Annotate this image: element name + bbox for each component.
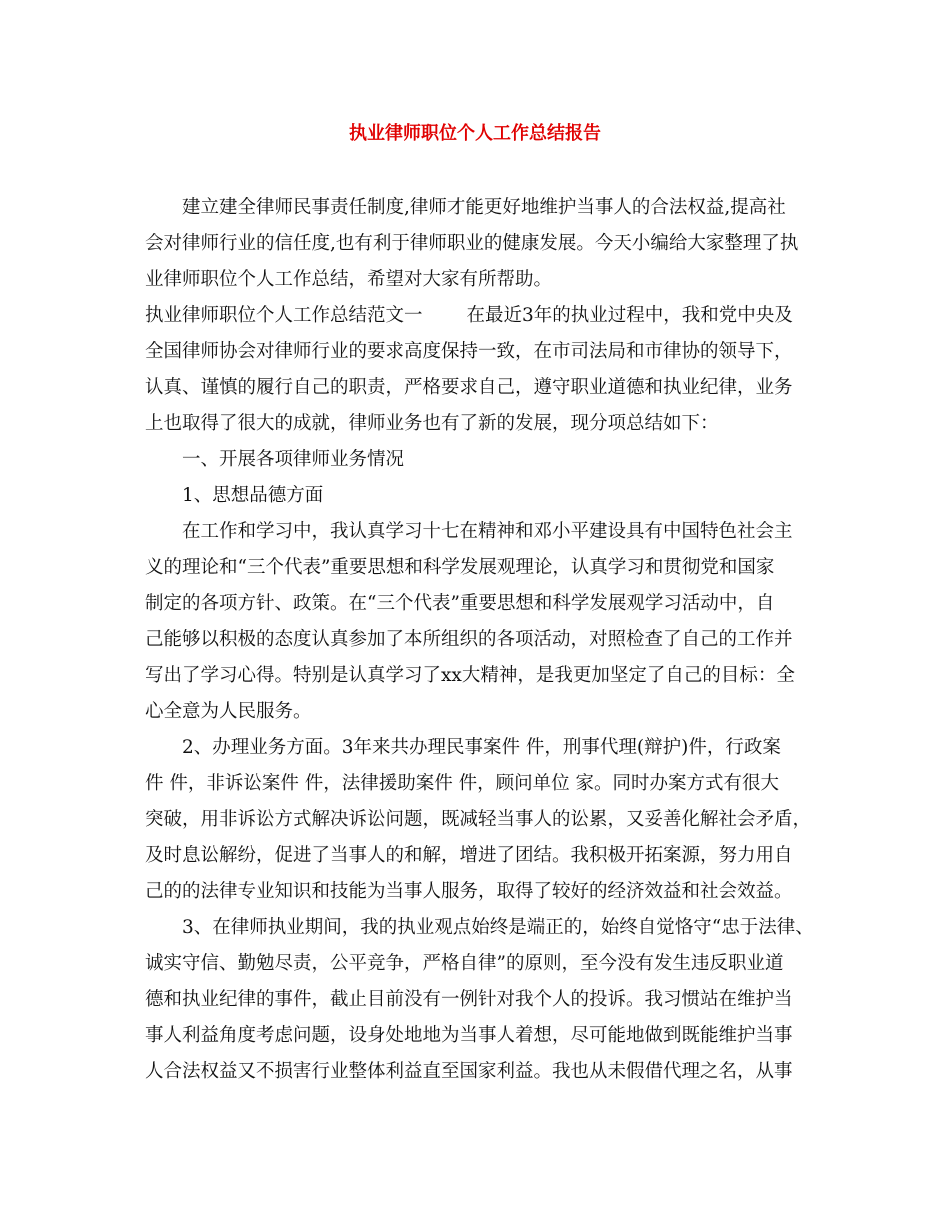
document-title: 执业律师职位个人工作总结报告 [349,123,601,144]
paragraph-line: 件 件，非诉讼案件 件，法律援助案件 件，顾问单位 家。同时办案方式有很大 [145,773,780,794]
paragraph-text: 在最近3年的执业过程中，我和党中央及 [466,305,793,326]
paragraph-line: 己的的法律专业知识和技能为当事人服务，取得了较好的经济效益和社会效益。 [145,881,793,902]
paragraph-line: 人合法权益又不损害行业整体利益直至国家利益。我也从未假借代理之名，从事 [145,1061,793,1082]
section-heading: 执业律师职位个人工作总结范文一 [145,305,423,326]
paragraph-line: 己能够以积极的态度认真参加了本所组织的各项活动，对照检查了自己的工作并 [145,629,793,650]
paragraph-line: 认真、谨慎的履行自己的职责，严格要求自己，遵守职业道德和执业纪律，业务 [145,377,793,398]
paragraph-line: 义的理论和“三个代表”重要思想和科学发展观理论，认真学习和贯彻党和国家 [145,557,775,578]
paragraph-line: 业律师职位个人工作总结，希望对大家有所帮助。 [145,269,553,290]
paragraph-line: 上也取得了很大的成就，律师业务也有了新的发展，现分项总结如下： [145,413,719,434]
paragraph-line: 制定的各项方针、政策。在“三个代表”重要思想和科学发展观学习活动中，自 [145,593,775,614]
paragraph-line: 德和执业纪律的事件，截止目前没有一例针对我个人的投诉。我习惯站在维护当 [145,989,793,1010]
subheading: 1、思想品德方面 [182,485,324,506]
paragraph-line: 全国律师协会对律师行业的要求高度保持一致，在市司法局和市律协的领导下， [145,341,793,362]
paragraph-line: 诚实守信、勤勉尽责，公平竞争，严格自律”的原则，至今没有发生违反职业道 [145,953,784,974]
paragraph-line: 2、办理业务方面。3年来共办理民事案件 件，刑事代理(辩护)件，行政案 [182,737,781,758]
paragraph-line: 3、在律师执业期间，我的执业观点始终是端正的，始终自觉恪守“忠于法律、 [182,917,814,938]
paragraph-line: 写出了学习心得。特别是认真学习了xx大精神，是我更加坚定了自己的目标：全 [145,665,795,686]
paragraph-line: 心全意为人民服务。 [145,701,312,722]
paragraph-line: 突破，用非诉讼方式解决诉讼问题，既减轻当事人的讼累，又妥善化解社会矛盾， [145,809,812,830]
paragraph-line: 事人利益角度考虑问题，设身处地地为当事人着想，尽可能地做到既能维护当事 [145,1025,793,1046]
subheading: 一、开展各项律师业务情况 [182,449,405,470]
paragraph-line: 会对律师行业的信任度,也有利于律师职业的健康发展。今天小编给大家整理了执 [145,233,799,254]
paragraph-line: 建立建全律师民事责任制度,律师才能更好地维护当事人的合法权益,提高社 [182,197,786,218]
paragraph-line: 在工作和学习中，我认真学习十七在精神和邓小平建设具有中国特色社会主 [182,521,793,542]
paragraph-line: 及时息讼解纷，促进了当事人的和解，增进了团结。我积极开拓案源，努力用自 [145,845,793,866]
section-heading-line [145,298,825,334]
